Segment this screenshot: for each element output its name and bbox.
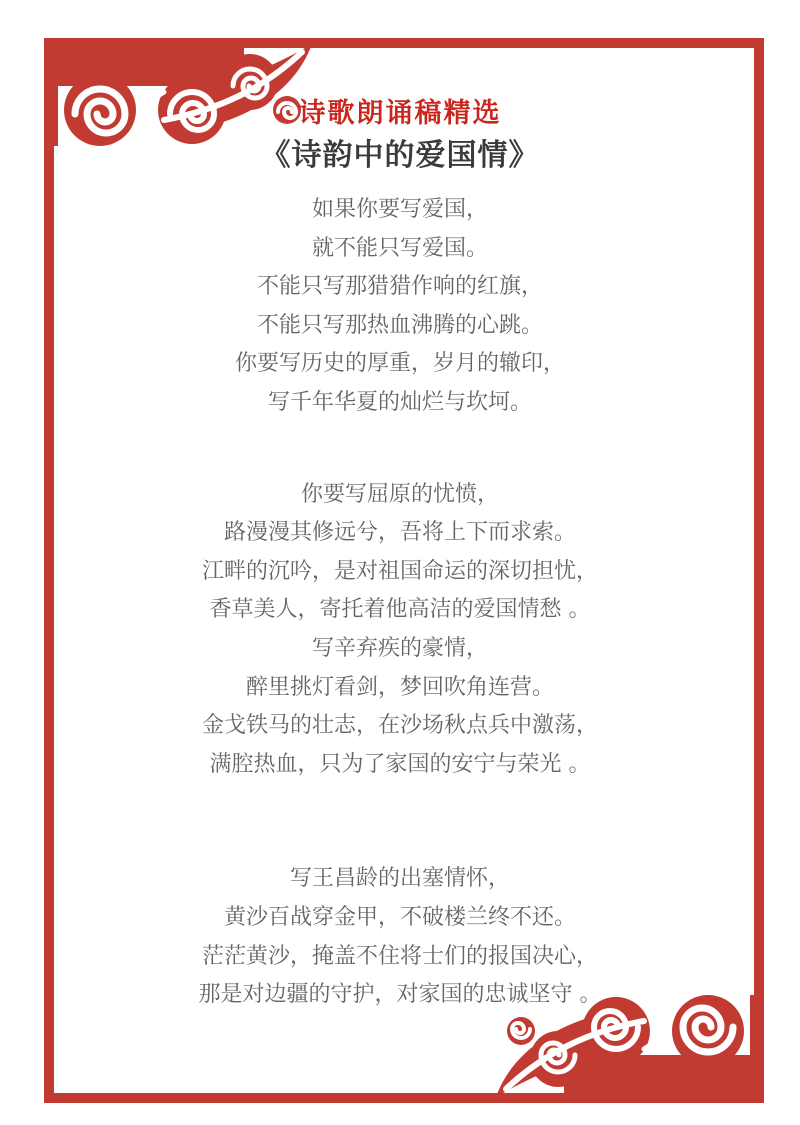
- poem-line: 香草美人，寄托着他高洁的爱国情愁 。: [209, 597, 591, 623]
- poem-stanza-2: [0, 476, 800, 785]
- poem-line: 黄沙百战穿金甲，不破楼兰终不还。: [223, 904, 576, 930]
- poem-line: 写千年华夏的灿烂与坎坷。: [267, 389, 532, 415]
- page-title: 《诗韵中的爱国情》: [260, 138, 540, 173]
- poem-line: 金戈铁马的壮志，在沙场秋点兵中激荡，: [201, 713, 598, 739]
- poem-line: 你要写屈原的忧愤，: [300, 481, 499, 507]
- poem-stanza-3: [0, 860, 800, 1014]
- poem-line: 如果你要写爱国，: [311, 197, 488, 222]
- poem-stanza-1: [0, 191, 800, 423]
- poem-line: 醉里挑灯看剑，梦回吹角连营。: [245, 674, 554, 700]
- poem-line: 茫茫黄沙，掩盖不住将士们的报国决心，: [201, 943, 598, 969]
- header-label: 诗歌朗诵稿精选: [298, 98, 502, 129]
- poem-line: 写辛弃疾的豪情，: [311, 635, 488, 661]
- poem-line: 不能只写那热血沸腾的心跳。: [256, 312, 543, 338]
- poem-line: 江畔的沉吟，是对祖国命运的深切担忧，: [201, 558, 598, 584]
- poem-line: 那是对边疆的守护，对家国的忠诚坚守 。: [198, 982, 602, 1008]
- poem-line: 路漫漫其修远兮，吾将上下而求索。: [223, 520, 576, 546]
- poem-line: 写王昌龄的出塞情怀，: [289, 866, 510, 892]
- poem-line: 满腔热血，只为了家国的安宁与荣光 。: [209, 751, 591, 777]
- poem-line: 你要写历史的厚重，岁月的辙印，: [234, 351, 565, 377]
- poem-line: 就不能只写爱国。: [311, 235, 488, 261]
- poem-line: 不能只写那猎猎作响的红旗，: [256, 274, 543, 300]
